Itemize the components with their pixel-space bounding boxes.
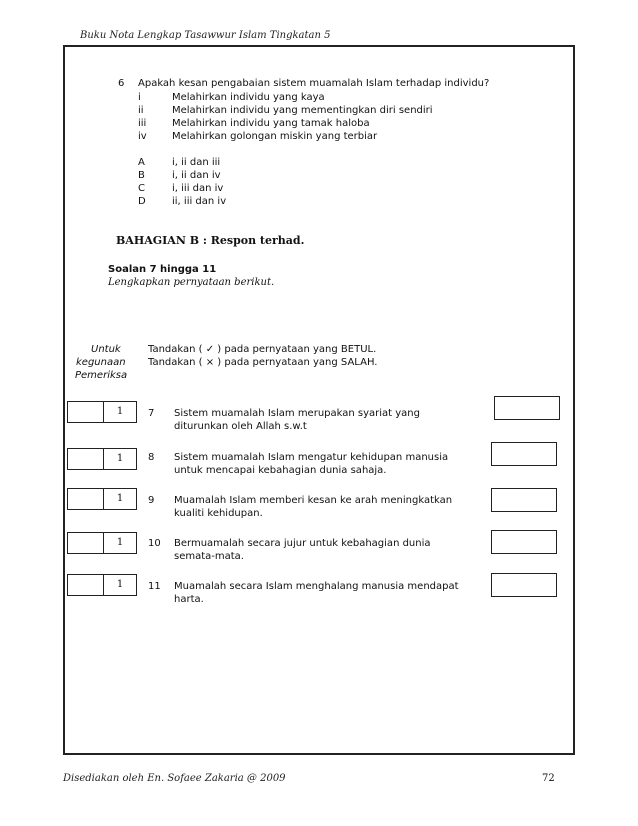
examiner-mark-box bbox=[67, 532, 137, 554]
item-number: 10 bbox=[148, 538, 161, 549]
answer-box[interactable] bbox=[491, 530, 557, 554]
item-number: 9 bbox=[148, 495, 155, 506]
marking-instruction-false: Tandakan ( × ) pada pernyataan yang SALAH. bbox=[148, 357, 378, 368]
q6-answer-label: C bbox=[138, 183, 145, 194]
q6-option-label: iii bbox=[138, 118, 147, 129]
item-statement: diturunkan oleh Allah s.w.t bbox=[174, 421, 307, 432]
q6-answer-text: i, ii dan iii bbox=[172, 157, 221, 168]
answer-box[interactable] bbox=[491, 573, 557, 597]
item-statement: Muamalah Islam memberi kesan ke arah meningkatkan bbox=[174, 495, 453, 506]
item-statement: untuk mencapai kebahagian dunia sahaja. bbox=[174, 465, 387, 476]
q6-answer-label: D bbox=[138, 196, 146, 207]
item-statement: Bermuamalah secara jujur untuk kebahagian dunia bbox=[174, 538, 431, 549]
page-header: Buku Nota Lengkap Tasawwur Islam Tingkatan 5 bbox=[80, 30, 331, 41]
mark-value: 1 bbox=[103, 489, 136, 509]
examiner-label: kegunaan bbox=[76, 357, 126, 368]
item-statement: semata-mata. bbox=[174, 551, 244, 562]
q6-number: 6 bbox=[118, 78, 125, 89]
item-statement: Muamalah secara Islam menghalang manusia mendapat bbox=[174, 581, 459, 592]
examiner-label: Untuk bbox=[91, 344, 121, 355]
item-number: 7 bbox=[148, 408, 155, 419]
q6-answer-label: B bbox=[138, 170, 145, 181]
examiner-mark-box bbox=[67, 401, 137, 423]
answer-box[interactable] bbox=[491, 488, 557, 512]
q6-answer-text: i, ii dan iv bbox=[172, 170, 221, 181]
examiner-mark-box bbox=[67, 574, 137, 596]
mark-value: 1 bbox=[103, 449, 136, 469]
page-number: 72 bbox=[542, 773, 555, 784]
item-statement: Sistem muamalah Islam merupakan syariat yang bbox=[174, 408, 420, 419]
q6-answer-label: A bbox=[138, 157, 145, 168]
item-statement: Sistem muamalah Islam mengatur kehidupan manusia bbox=[174, 452, 449, 463]
answer-box[interactable] bbox=[491, 442, 557, 466]
section-range: Soalan 7 hingga 11 bbox=[108, 264, 217, 275]
q6-option-label: ii bbox=[138, 105, 144, 116]
examiner-mark-box bbox=[67, 448, 137, 470]
item-statement: kualiti kehidupan. bbox=[174, 508, 263, 519]
answer-box[interactable] bbox=[494, 396, 560, 420]
section-title: BAHAGIAN B : Respon terhad. bbox=[116, 234, 305, 247]
marking-instruction-true: Tandakan ( ✓ ) pada pernyataan yang BETUL. bbox=[148, 344, 377, 355]
q6-answer-text: ii, iii dan iv bbox=[172, 196, 227, 207]
q6-option-text: Melahirkan individu yang tamak haloba bbox=[172, 118, 370, 129]
examiner-mark-box bbox=[67, 488, 137, 510]
item-statement: harta. bbox=[174, 594, 204, 605]
footer-credit: Disediakan oleh En. Sofaee Zakaria @ 2009 bbox=[63, 773, 286, 784]
item-number: 8 bbox=[148, 452, 155, 463]
q6-option-text: Melahirkan individu yang kaya bbox=[172, 92, 325, 103]
q6-answer-text: i, iii dan iv bbox=[172, 183, 224, 194]
section-instruction: Lengkapkan pernyataan berikut. bbox=[108, 277, 275, 288]
q6-question: Apakah kesan pengabaian sistem muamalah Islam terhadap individu? bbox=[138, 78, 490, 89]
mark-value: 1 bbox=[103, 402, 136, 422]
q6-option-text: Melahirkan golongan miskin yang terbiar bbox=[172, 131, 378, 142]
q6-option-text: Melahirkan individu yang mementingkan diri sendiri bbox=[172, 105, 433, 116]
mark-value: 1 bbox=[103, 575, 136, 595]
q6-option-label: iv bbox=[138, 131, 147, 142]
q6-option-label: i bbox=[138, 92, 141, 103]
mark-value: 1 bbox=[103, 533, 136, 553]
examiner-label: Pemeriksa bbox=[75, 370, 128, 381]
item-number: 11 bbox=[148, 581, 161, 592]
